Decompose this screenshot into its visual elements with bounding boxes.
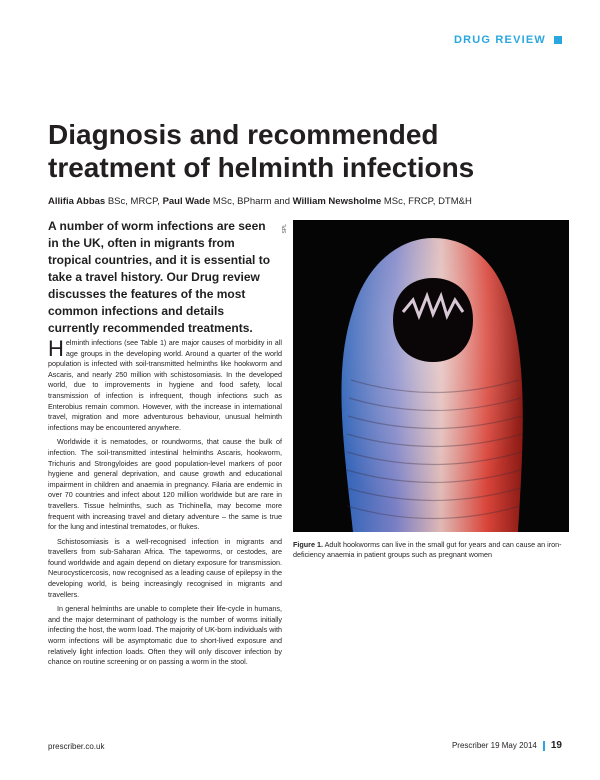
paragraph-text: elminth infections (see Table 1) are major causes of morbidity in all age groups in the developing world. Around a quarter of the world population is infected with soil-transmitted helminths like hookworm and Ascaris, and nearly 250 million with schistosomiasis. In the developed world, due to improvements in hygiene and food safety, local transmission of infection is infrequent, though infections such as Enterobius remain common. However, with the increase in international travel, migration and more adventurous behaviour, unusual helminth infections may be encountered anywhere. [48, 338, 282, 432]
author-credentials: MSc, BPharm and [210, 196, 293, 207]
caption-label: Figure 1. [293, 540, 323, 549]
issue-date: Prescriber 19 May 2014 [451, 741, 537, 750]
body-paragraph: Worldwide it is nematodes, or roundworms, that cause the bulk of infection. The soil-transmitted intestinal helminths Ascaris, hookworm, Trichuris and Strongyloides are good population-level markers of poor hygiene and general deprivation, and cause growth and educational impairment in children and anaemia in pregnancy. Filaria are endemic in over 70 countries and infect about 120 million worldwide but are rare in travellers. Tissue helminths, such as Trichinella, may become more frequent with increasing travel and dietary adventure – the same is true for the lung and intestinal trematodes, or flukes. [48, 437, 282, 532]
hookworm-micrograph [293, 220, 569, 532]
article-title: Diagnosis and recommended treatment of helminth infections [48, 119, 475, 183]
author-name: Allifia Abbas [48, 196, 106, 207]
body-text [48, 338, 282, 672]
section-square-icon [554, 36, 562, 44]
hookworm-image [293, 220, 569, 532]
author-name: William Newsholme [292, 196, 382, 207]
body-paragraph [48, 338, 282, 433]
footer-website: prescriber.co.uk [48, 742, 105, 751]
section-tag [454, 34, 562, 46]
photo-credit: SPL [282, 224, 288, 234]
author-credentials: BSc, MRCP, [105, 196, 163, 207]
footer-issue [452, 740, 562, 751]
caption-text: Adult hookworms can live in the small gut for years and can cause an iron-deficiency anaemia in patient groups such as pregnant women [293, 540, 562, 559]
body-paragraph: In general helminths are unable to complete their life-cycle in humans, and the major determinant of pathology is the number of worms initially infecting the host, the worm load. The majority of UK-born individuals with worm infections will be asymptomatic due to short-lived exposure and relatively light infection loads. Often they will only discover infection by chance on routine screening or on passing a worm in the stool. [48, 604, 282, 667]
drop-cap: H [48, 336, 64, 361]
author-name: Paul Wade [162, 196, 211, 207]
author-line [48, 196, 568, 207]
page-number: 19 [550, 740, 562, 751]
footer-divider [543, 741, 545, 751]
figure-caption [293, 540, 569, 560]
body-paragraph: Schistosomiasis is a well-recognised infection in migrants and travellers from sub-Saharan Africa. The tapeworms, or cestodes, are found worldwide and again depend on dietary exposure for transmission. Neurocysticercosis, now recognised as a leading cause of epilepsy in the developing world, is being increasingly recognised in migrants and travellers. [48, 536, 282, 599]
section-label: DRUG REVIEW [453, 34, 546, 46]
author-credentials: MSc, FRCP, DTM&H [381, 196, 472, 207]
standfirst: A number of worm infections are seen in the UK, often in migrants from tropical countries, and it is essential to take a travel history. Our Drug review discusses the features of the most common infections and details currently recommended treatments. [48, 219, 271, 335]
